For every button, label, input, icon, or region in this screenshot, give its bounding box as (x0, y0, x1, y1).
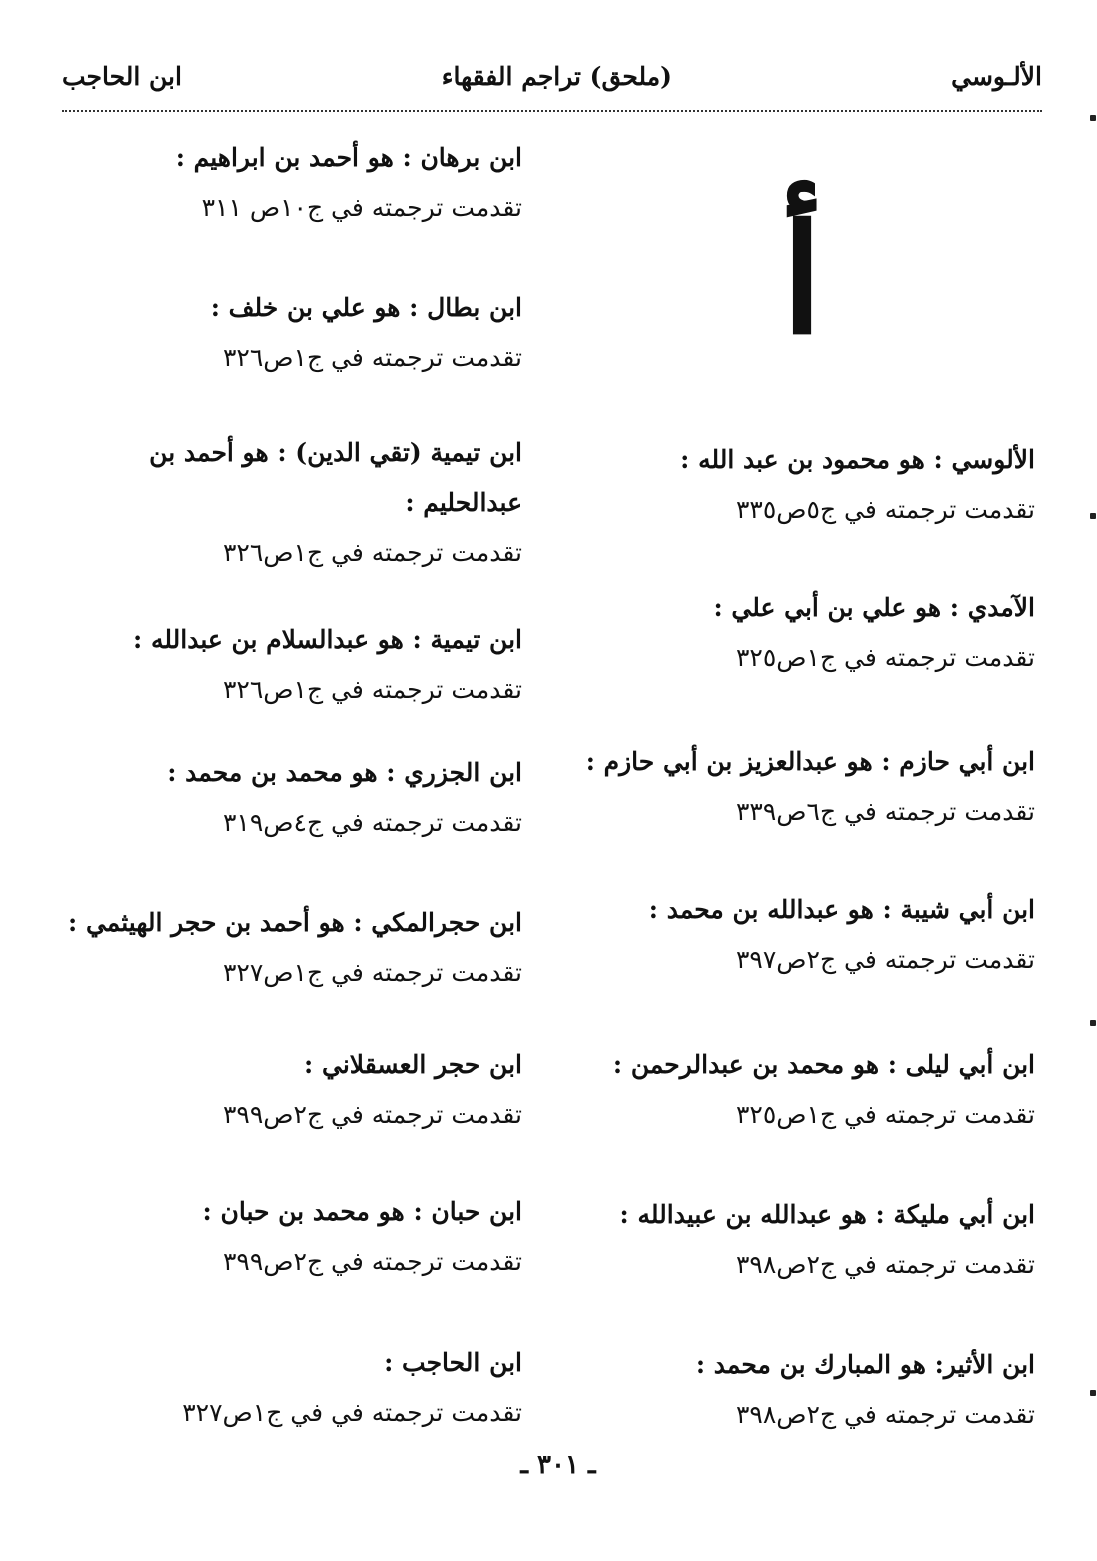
entry-heading: ابن حجرالمكي : هو أحمد بن حجر الهيثمي : (68, 908, 522, 937)
entry-heading: ابن حجر العسقلاني : (304, 1050, 522, 1079)
entry-heading: ابن أبي حازم : هو عبدالعزيز بن أبي حازم : (585, 747, 1035, 776)
entry-left-9 (182, 1338, 522, 1438)
header-section-title: (ملحق) تراجم الفقهاء (441, 62, 672, 91)
entry-heading: ابن تيمية : هو عبدالسلام بن عبدالله : (133, 625, 522, 654)
entry-reference: تقدمت ترجمته في ج٢ص٣٩٨ (735, 1250, 1035, 1279)
scan-mark (1090, 115, 1096, 121)
header-divider (62, 110, 1042, 112)
entry-reference: تقدمت ترجمته في ج١ص٣٢٥ (735, 1100, 1035, 1129)
entry-heading: ابن أبي شيبة : هو عبدالله بن محمد : (648, 895, 1035, 924)
entry-heading: الآمدي : هو علي بن أبي علي : (713, 593, 1035, 622)
entry-heading: ابن أبي ليلى : هو محمد بن عبدالرحمن : (612, 1050, 1035, 1079)
entry-reference: تقدمت ترجمته في ج٦ص٣٣٩ (735, 797, 1035, 826)
entry-reference: تقدمت ترجمته في ج١ص٣٢٦ (222, 538, 522, 567)
entry-right-2 (713, 583, 1035, 683)
entry-heading: ابن الجزري : هو محمد بن محمد : (167, 758, 522, 787)
entry-reference: تقدمت ترجمته في في ج١ص٣٢٧ (182, 1398, 522, 1427)
entry-reference: تقدمت ترجمته في ج١٠ص ٣١١ (201, 193, 522, 222)
entry-heading: ابن الأثير: هو المبارك بن محمد : (695, 1350, 1035, 1379)
entry-reference: تقدمت ترجمته في ج٢ص٣٩٩ (222, 1100, 522, 1129)
header-first-entry: الألـوسي (951, 62, 1042, 91)
page-number: ـ ٣٠١ ـ (520, 1450, 596, 1480)
running-header (62, 62, 1042, 102)
entry-right-5 (613, 1040, 1035, 1140)
entry-reference: تقدمت ترجمته في ج٢ص٣٩٨ (735, 1400, 1035, 1429)
entry-left-5 (167, 748, 522, 848)
entry-reference: تقدمت ترجمته في ج١ص٣٢٧ (222, 958, 522, 987)
entry-right-3 (586, 737, 1035, 837)
entry-heading: ابن تيمية (تقي الدين) : هو أحمد بن عبدالحليم : (149, 438, 522, 517)
entry-right-7 (696, 1340, 1035, 1440)
entry-heading: ابن بطال : هو علي بن خلف : (210, 293, 522, 322)
entry-left-6 (68, 898, 522, 998)
section-letter: أ (781, 192, 823, 368)
entry-right-4 (649, 885, 1035, 985)
entry-reference: تقدمت ترجمته في ج١ص٣٢٦ (222, 675, 522, 704)
scan-mark (1090, 1020, 1096, 1026)
entry-heading: ابن حبان : هو محمد بن حبان : (202, 1197, 522, 1226)
scan-mark (1090, 1390, 1096, 1396)
entry-heading: ابن أبي مليكة : هو عبدالله بن عبيدالله : (619, 1200, 1035, 1229)
entry-right-1 (680, 435, 1035, 535)
entry-reference: تقدمت ترجمته في ج١ص٣٢٦ (222, 343, 522, 372)
entry-reference: تقدمت ترجمته في ج٢ص٣٩٩ (222, 1247, 522, 1276)
entry-reference: تقدمت ترجمته في ج١ص٣٢٥ (735, 643, 1035, 672)
entry-heading: ابن الحاجب : (384, 1348, 522, 1377)
entry-reference: تقدمت ترجمته في ج٤ص٣١٩ (222, 808, 522, 837)
scan-mark (1090, 513, 1096, 519)
header-last-entry: ابن الحاجب (62, 62, 182, 91)
entry-right-6 (620, 1190, 1035, 1290)
entry-reference: تقدمت ترجمته في ج٢ص٣٩٧ (735, 945, 1035, 974)
entry-heading: الألوسي : هو محمود بن عبد الله : (680, 445, 1035, 474)
entry-left-1 (176, 133, 522, 233)
entry-reference: تقدمت ترجمته في ج٥ص٣٣٥ (735, 495, 1035, 524)
entry-left-4 (133, 615, 522, 715)
entry-heading: ابن برهان : هو أحمد بن ابراهيم : (175, 143, 522, 172)
entry-left-7 (223, 1040, 522, 1140)
entry-left-8 (203, 1187, 522, 1287)
entry-left-3 (57, 428, 522, 578)
entry-left-2 (211, 283, 522, 383)
